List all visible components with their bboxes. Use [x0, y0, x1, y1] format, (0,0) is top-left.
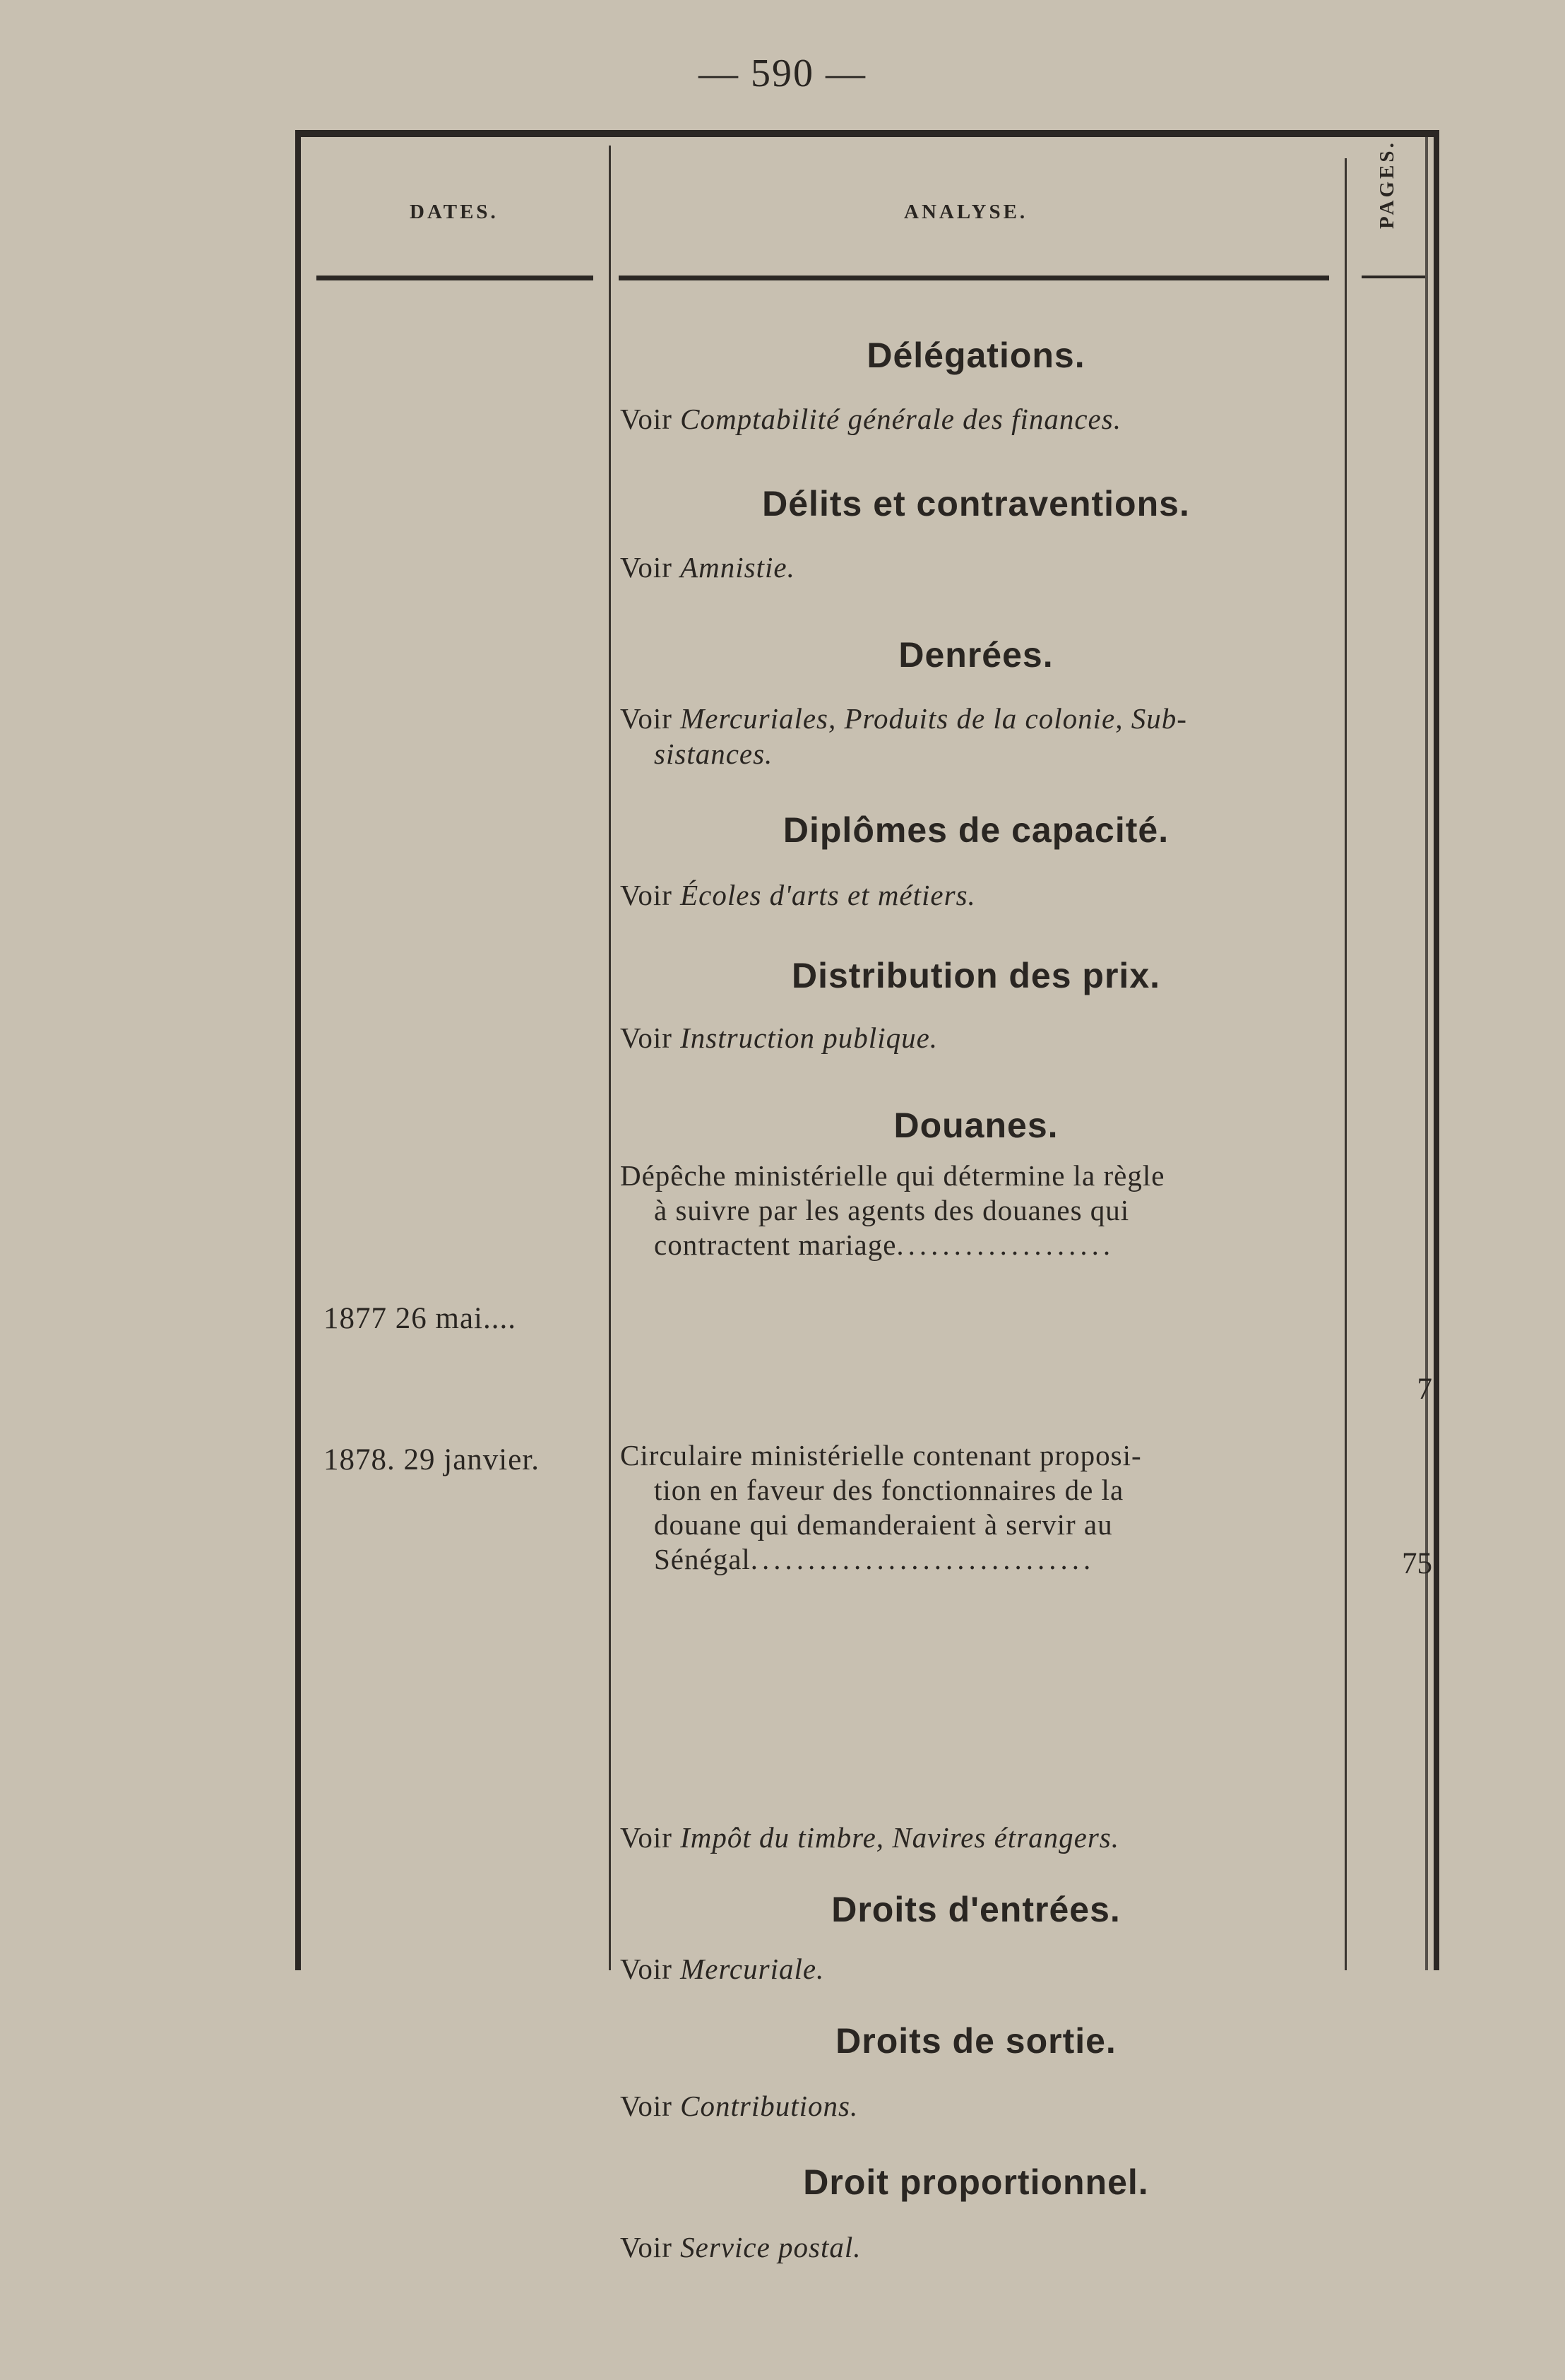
see-also: Voir Instruction publique. [620, 1022, 939, 1054]
header-analyse: ANALYSE. [904, 201, 1028, 223]
section-title: Délits et contraventions. [762, 484, 1190, 523]
see-also-ref: Amnistie. [680, 551, 795, 584]
entry-line: contractent mariage................... [654, 1229, 1115, 1261]
see-also: Voir Service postal. [620, 2231, 862, 2263]
entry-line: Circulaire ministérielle contenant proposi- [620, 1439, 1142, 1472]
section-title: Douanes. [893, 1106, 1059, 1145]
entry-text [620, 1438, 1326, 1577]
leader-dots: .............................. [750, 1543, 1095, 1575]
section-title: Diplômes de capacité. [782, 810, 1170, 850]
see-also-ref: Mercuriale. [680, 1953, 825, 1985]
see-also: Voir Mercuriale. [620, 1953, 825, 1985]
right-rule-inner [1425, 137, 1428, 1970]
pages-column-rule [1345, 158, 1347, 1970]
entry-line: Dépêche ministérielle qui détermine la règle [620, 1159, 1165, 1192]
section-title: Distribution des prix. [791, 956, 1161, 995]
see-also-ref: Contributions. [680, 2090, 859, 2122]
see-also: Voir Amnistie. [620, 551, 795, 584]
index-table [295, 130, 1439, 2263]
entry-page: 75 [1402, 1547, 1432, 1580]
see-also-ref: Écoles d'arts et métiers. [680, 879, 976, 911]
header-dates: DATES. [410, 201, 499, 223]
left-rule [295, 130, 301, 1970]
see-also-ref: Mercuriales, Produits de la colonie, Sub- [680, 702, 1187, 735]
see-also: Voir Écoles d'arts et métiers. [620, 879, 976, 911]
see-also: Voir Impôt du timbre, Navires étrangers. [620, 1821, 1119, 1854]
see-also-ref: Comptabilité générale des finances. [680, 403, 1121, 435]
entry-line: douane qui demanderaient à servir au [654, 1508, 1113, 1541]
see-also: Voir Contributions. [620, 2090, 859, 2122]
entry-date: 1877 26 mai.... [323, 1302, 516, 1335]
header-pages: PAGES. [1376, 140, 1398, 229]
pages-header-rule [1362, 276, 1425, 278]
section-title: Droit proportionnel. [803, 2162, 1149, 2202]
see-also: Voir Comptabilité générale des finances. [620, 403, 1121, 435]
see-also: Voir Mercuriales, Produits de la colonie, Sub- sistances. [620, 702, 1187, 770]
see-also-ref: Instruction publique. [680, 1022, 939, 1054]
dates-column-rule [609, 146, 611, 1970]
see-also-ref: Impôt du timbre, Navires étrangers. [680, 1821, 1119, 1854]
entry-date: 1878. 29 janvier. [323, 1443, 540, 1476]
entry-line: à suivre par les agents des douanes qui [654, 1194, 1130, 1226]
leader-dots: ................... [896, 1229, 1115, 1261]
entry-text [620, 1159, 1326, 1262]
top-rule [295, 130, 1439, 137]
page-number: — 590 — [698, 52, 867, 95]
section-title: Délégations. [867, 336, 1085, 375]
entry-line: Sénégal.............................. [654, 1543, 1095, 1575]
see-also-ref-continued: sistances. [654, 738, 773, 770]
entry-page: 7 [1417, 1373, 1432, 1406]
analyse-header-rule [619, 276, 1329, 280]
entry-line: tion en faveur des fonctionnaires de la [654, 1474, 1124, 1506]
section-title: Droits de sortie. [835, 2021, 1117, 2061]
section-title: Denrées. [898, 635, 1054, 675]
section-title: Droits d'entrées. [831, 1890, 1121, 1929]
see-also-ref: Service postal. [680, 2231, 862, 2263]
dates-header-rule [316, 276, 593, 280]
right-rule-outer [1434, 137, 1439, 1970]
